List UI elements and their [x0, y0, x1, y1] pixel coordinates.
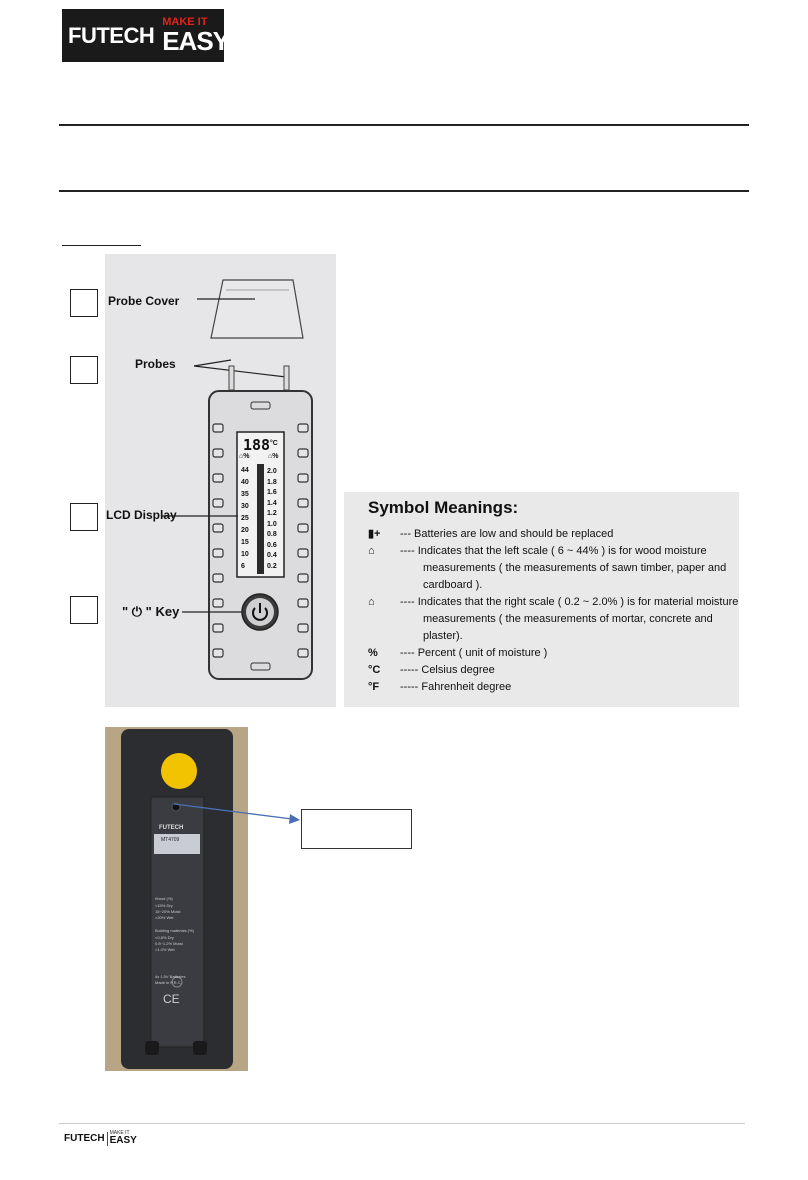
back-brand: FUTECH — [159, 825, 184, 831]
symbol-icon — [368, 611, 423, 628]
symbol-row — [368, 645, 739, 662]
lcd-right-scale-tick: 2.0 — [267, 468, 277, 475]
back-wood-row: <15% Dry — [155, 903, 173, 908]
section-underline — [62, 245, 141, 246]
symbol-icon: °F — [368, 681, 380, 693]
symbol-text: --- Batteries are low and should be replaced — [400, 528, 614, 540]
footer-tagline-bottom: EASY — [109, 1135, 137, 1146]
lcd-left-scale-tick: 25 — [241, 515, 249, 522]
header-rule-top — [59, 124, 749, 126]
label-power-key: " ⏻ " Key — [122, 604, 180, 619]
back-battery: 4x 1.5V Batteries — [155, 974, 186, 979]
symbol-text: ---- Percent ( unit of moisture ) — [400, 647, 548, 659]
back-material-list — [155, 935, 183, 953]
symbol-text: measurements ( the measurements of mortar, concrete and — [423, 613, 713, 625]
device-back-illustration — [105, 727, 248, 1071]
symbol-text: measurements ( the measurements of sawn timber, paper and — [423, 562, 727, 574]
symbol-row — [368, 628, 739, 645]
callout-answer-box[interactable] — [301, 809, 412, 849]
lcd-left-scale-tick: 35 — [241, 491, 249, 498]
lcd-right-scale-tick: 0.8 — [267, 531, 277, 538]
back-wood-title: Wood (%) — [155, 896, 173, 901]
symbol-icon: % — [368, 647, 378, 659]
lcd-digits: 188 — [243, 436, 271, 454]
symbol-row — [368, 526, 739, 543]
symbol-text: ---- Indicates that the left scale ( 6 ~ 44% ) is for wood moisture — [400, 545, 707, 557]
back-material-row: <0.8% Dry — [155, 935, 174, 940]
symbol-row — [368, 679, 739, 696]
lcd-left-header: ⌂% — [239, 453, 250, 460]
symbol-text: ----- Celsius degree — [400, 664, 495, 676]
checkbox-power-key[interactable] — [70, 596, 98, 624]
footer-tagline — [110, 1131, 137, 1146]
lcd-left-scale-tick: 10 — [241, 551, 249, 558]
symbol-icon: °C — [368, 664, 381, 676]
futech-logo — [62, 9, 230, 62]
probe-leader-1 — [194, 360, 231, 366]
back-wood-list — [155, 903, 180, 921]
back-ce-mark: CE — [163, 992, 180, 1006]
symbol-icon: ⌂ — [368, 545, 375, 557]
back-wood-row: 15~20% Moist — [155, 909, 181, 914]
lcd-left-scale-tick: 40 — [241, 479, 249, 486]
lcd-right-scale — [267, 467, 284, 572]
lcd-left-scale — [241, 465, 255, 573]
lcd-right-scale-tick: 0.4 — [267, 552, 277, 559]
symbol-meanings-list — [368, 526, 739, 696]
probe-cover-shape — [211, 280, 303, 338]
symbol-meanings-panel — [344, 492, 739, 707]
symbol-icon: ▮+ — [368, 528, 381, 540]
lcd-unit: °C — [270, 440, 278, 447]
probe-right — [284, 366, 289, 390]
lcd-left-scale-tick: 20 — [241, 527, 249, 534]
logo-brand: FUTECH — [68, 22, 155, 48]
checkbox-lcd-display[interactable] — [70, 503, 98, 531]
footer-logo — [64, 1131, 137, 1146]
lcd-right-scale-tick: 1.8 — [267, 478, 277, 486]
symbol-text: cardboard ). — [423, 579, 483, 591]
logo-tagline — [162, 17, 229, 54]
symbol-row — [368, 594, 739, 611]
lcd-right-scale-tick: 0.6 — [267, 541, 277, 549]
callout-arrow — [170, 800, 310, 830]
device-diagram-illustration — [105, 254, 336, 707]
lcd-left-scale-tick: 44 — [241, 467, 249, 474]
symbol-row — [368, 577, 739, 594]
back-material-row: 0.8~1.2% Moist — [155, 941, 183, 946]
footer-tagline-top: MAKE IT — [109, 1130, 130, 1136]
probe-left — [229, 366, 234, 390]
yellow-sticker — [161, 753, 197, 789]
lcd-right-scale-tick: 1.4 — [267, 499, 277, 507]
label-probe-cover: Probe Cover — [108, 294, 180, 308]
symbol-row — [368, 662, 739, 679]
symbol-row — [368, 560, 739, 577]
footer-divider — [107, 1132, 108, 1146]
symbol-icon — [368, 560, 423, 577]
symbol-icon: ⌂ — [368, 596, 375, 608]
probe-leader-2 — [194, 366, 286, 377]
device-diagram — [105, 254, 336, 707]
symbol-icon — [368, 628, 423, 645]
label-lcd-display: LCD Display — [106, 508, 177, 522]
logo-tagline-bottom: EASY — [162, 26, 230, 56]
symbol-row — [368, 543, 739, 560]
lcd-right-scale-tick: 1.6 — [267, 489, 277, 496]
symbol-icon — [368, 577, 423, 594]
label-probes: Probes — [135, 357, 176, 371]
device-back-photo — [105, 727, 248, 1071]
symbol-text: ----- Fahrenheit degree — [400, 681, 512, 693]
back-model: MT4709 — [161, 837, 180, 843]
back-material-row: >1.0% Wet — [155, 947, 175, 952]
lcd-right-scale-tick: 1.2 — [267, 510, 277, 517]
footer-rule — [59, 1123, 745, 1124]
lcd-left-scale-tick: 6 — [241, 563, 245, 570]
lcd-left-scale-tick: 30 — [241, 503, 249, 510]
back-material-title: Building materials (%) — [155, 928, 194, 933]
logo-tagline-top: MAKE IT — [162, 16, 208, 28]
footer-brand: FUTECH — [64, 1133, 105, 1144]
lcd-left-scale-tick: 15 — [241, 539, 249, 546]
back-wood-row: >20% Wet — [155, 915, 174, 920]
lcd-right-header: ⌂% — [268, 453, 279, 460]
lcd-right-scale-tick: 1.0 — [267, 520, 277, 528]
back-made-in: Made in P.R.C. — [155, 980, 182, 985]
checkbox-probe-cover[interactable] — [70, 289, 98, 317]
header-rule-bottom — [59, 190, 749, 192]
lcd-right-scale-tick: 0.2 — [267, 562, 277, 570]
symbol-row — [368, 611, 739, 628]
lcd-bar-gauge — [257, 464, 264, 574]
symbol-text: ---- Indicates that the right scale ( 0.2 ~ 2.0% ) is for material moisture — [400, 596, 739, 608]
symbol-text: plaster). — [423, 630, 463, 642]
symbol-meanings-title: Symbol Meanings: — [368, 498, 519, 517]
checkbox-probes[interactable] — [70, 356, 98, 384]
